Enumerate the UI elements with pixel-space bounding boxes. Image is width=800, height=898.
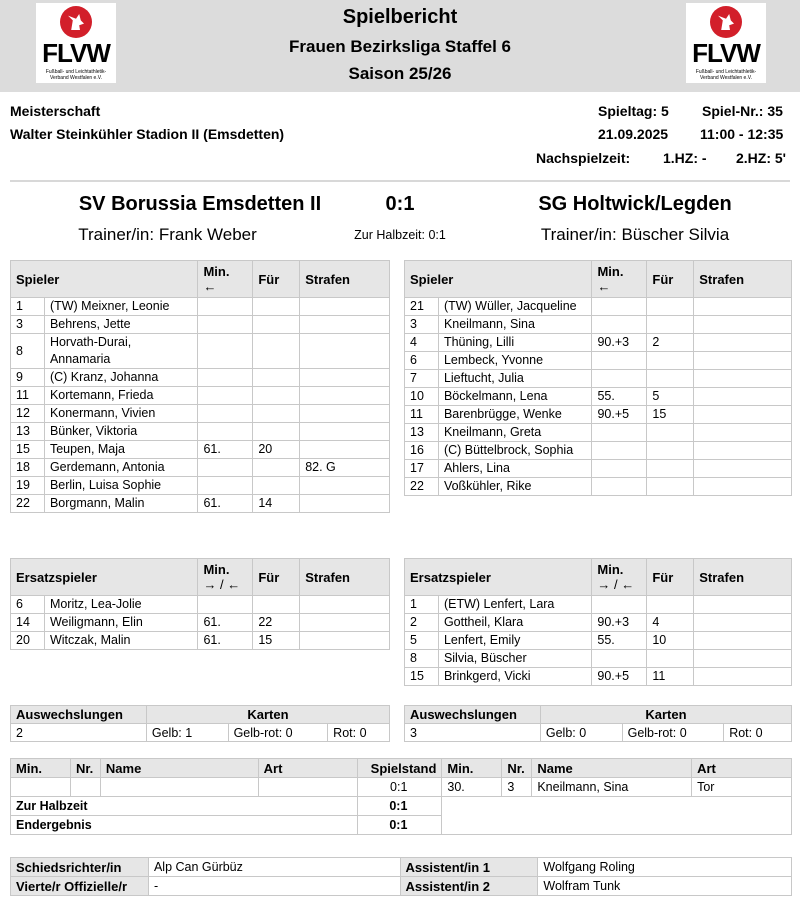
col-header-strafen: Strafen <box>300 261 390 298</box>
home-coach: Trainer/in: Frank Weber <box>78 225 257 244</box>
player-name: Kneilmann, Greta <box>438 424 592 442</box>
fourth-official-name: - <box>148 877 400 896</box>
player-min <box>198 369 253 387</box>
player-row <box>11 441 390 459</box>
player-row <box>11 369 390 387</box>
player-number: 18 <box>11 459 45 477</box>
player-min <box>592 370 647 388</box>
logo-subtext: Fußball- und Leichtathletik-Verband Westfalen e.V. <box>45 69 107 81</box>
player-for: 15 <box>253 632 300 650</box>
player-name: Bünker, Viktoria <box>44 423 198 441</box>
player-min <box>592 424 647 442</box>
player-name: (C) Kranz, Johanna <box>44 369 198 387</box>
player-min <box>198 423 253 441</box>
player-penalty <box>300 334 390 369</box>
fourth-official-label: Vierte/r Offizielle/r <box>11 877 149 896</box>
player-for <box>253 387 300 405</box>
home-team: SV Borussia Emsdetten II <box>78 193 322 215</box>
player-penalty <box>300 632 390 650</box>
player-for <box>253 316 300 334</box>
home-subs-table <box>10 558 390 650</box>
player-name: Moritz, Lea-Jolie <box>44 596 198 614</box>
player-min: 90.+5 <box>592 668 647 686</box>
player-name: Lenfert, Emily <box>438 632 591 650</box>
match-number: Spiel-Nr.: 35 <box>702 103 783 119</box>
player-number: 22 <box>405 478 439 496</box>
player-min: 61. <box>198 495 253 513</box>
col-header-fuer: Für <box>253 559 300 596</box>
player-number: 15 <box>11 441 45 459</box>
player-name: Witczak, Malin <box>44 632 198 650</box>
assistant1-label: Assistent/in 1 <box>400 858 538 877</box>
player-number: 21 <box>405 298 439 316</box>
away-yellow-red: Gelb-rot: 0 <box>622 724 724 742</box>
player-for: 2 <box>647 334 694 352</box>
player-name: Berlin, Luisa Sophie <box>44 477 198 495</box>
player-number: 5 <box>405 632 439 650</box>
player-for <box>647 370 694 388</box>
player-min: 90.+5 <box>592 406 647 424</box>
ev-home-min <box>11 778 71 797</box>
player-number: 4 <box>405 334 439 352</box>
col-header-strafen: Strafen <box>694 559 792 596</box>
player-penalty <box>694 316 792 334</box>
player-row <box>11 632 390 650</box>
player-min <box>198 387 253 405</box>
player-for <box>253 334 300 369</box>
player-penalty <box>694 460 792 478</box>
halftime-score: Zur Halbzeit: 0:1 <box>354 228 446 242</box>
player-for <box>253 459 300 477</box>
player-number: 20 <box>11 632 45 650</box>
summary-header-cards: Karten <box>146 706 389 724</box>
player-min: 61. <box>198 441 253 459</box>
player-penalty <box>300 614 390 632</box>
horse-icon <box>60 6 92 38</box>
away-team: SG Holtwick/Legden <box>538 193 732 215</box>
player-min <box>198 334 253 369</box>
player-number: 19 <box>11 477 45 495</box>
player-min <box>592 316 647 334</box>
logo-subtext: Fußball- und Leichtathletik-Verband Westfalen e.V. <box>695 69 757 81</box>
player-row <box>405 352 792 370</box>
player-number: 17 <box>405 460 439 478</box>
ev-header-score: Spielstand <box>358 759 442 778</box>
summary-header-subs: Auswechslungen <box>11 706 147 724</box>
player-for: 4 <box>647 614 694 632</box>
col-header-subs: Ersatzspieler <box>11 559 198 596</box>
player-name: (C) Büttelbrock, Sophia <box>438 442 592 460</box>
stoppage-second-half: 2.HZ: 5' <box>736 150 787 166</box>
player-penalty <box>694 370 792 388</box>
player-min <box>198 316 253 334</box>
player-row <box>405 388 792 406</box>
player-name: Ahlers, Lina <box>438 460 592 478</box>
player-number: 13 <box>11 423 45 441</box>
stoppage-label: Nachspielzeit: <box>536 150 631 166</box>
col-header-fuer: Für <box>253 261 300 298</box>
player-row <box>405 298 792 316</box>
player-number: 9 <box>11 369 45 387</box>
player-for <box>647 478 694 496</box>
player-for <box>253 423 300 441</box>
player-number: 1 <box>405 596 439 614</box>
col-header-subs: Ersatzspieler <box>405 559 592 596</box>
player-min: 55. <box>592 632 647 650</box>
player-penalty <box>300 441 390 459</box>
player-row <box>405 478 792 496</box>
player-for <box>253 298 300 316</box>
away-subs-table <box>404 558 792 686</box>
assistant2-name: Wolfram Tunk <box>538 877 792 896</box>
ev-header-name: Name <box>100 759 258 778</box>
player-penalty <box>300 405 390 423</box>
player-number: 16 <box>405 442 439 460</box>
player-number: 1 <box>11 298 45 316</box>
player-penalty <box>300 387 390 405</box>
player-for <box>647 596 694 614</box>
player-row <box>405 460 792 478</box>
player-penalty <box>694 298 792 316</box>
player-row <box>405 668 792 686</box>
player-row <box>11 477 390 495</box>
home-yellow: Gelb: 1 <box>146 724 228 742</box>
ev-home-art <box>258 778 358 797</box>
player-min <box>592 460 647 478</box>
player-row <box>11 495 390 513</box>
events-table <box>10 758 792 835</box>
ev-away-name: Kneilmann, Sina <box>532 778 692 797</box>
player-row <box>405 316 792 334</box>
player-row <box>11 423 390 441</box>
ev-header-art: Art <box>692 759 792 778</box>
player-name: Brinkgerd, Vicki <box>438 668 591 686</box>
player-number: 8 <box>11 334 45 369</box>
assistant2-label: Assistent/in 2 <box>400 877 538 896</box>
ev-away-nr: 3 <box>502 778 532 797</box>
player-penalty <box>694 388 792 406</box>
assistant1-name: Wolfgang Roling <box>538 858 792 877</box>
away-red: Rot: 0 <box>724 724 792 742</box>
player-penalty <box>694 352 792 370</box>
summary-header-cards: Karten <box>540 706 791 724</box>
summary-header-subs: Auswechslungen <box>405 706 541 724</box>
matchday: Spieltag: 5 <box>598 103 669 119</box>
player-name: Konermann, Vivien <box>44 405 198 423</box>
player-number: 15 <box>405 668 439 686</box>
player-min <box>592 478 647 496</box>
player-number: 11 <box>11 387 45 405</box>
player-number: 6 <box>11 596 45 614</box>
col-header-min: Min. → / ← <box>592 559 647 596</box>
player-penalty <box>300 477 390 495</box>
col-header-fuer: Für <box>647 559 694 596</box>
player-name: (TW) Wüller, Jacqueline <box>438 298 592 316</box>
ev-home-name <box>100 778 258 797</box>
player-for: 20 <box>253 441 300 459</box>
player-row <box>11 614 390 632</box>
ev-away-art: Tor <box>692 778 792 797</box>
divider <box>10 180 790 182</box>
competition: Meisterschaft <box>10 103 101 119</box>
player-row <box>11 596 390 614</box>
player-penalty <box>694 668 792 686</box>
player-penalty <box>694 334 792 352</box>
player-row <box>405 334 792 352</box>
col-header-min: Min. ← <box>592 261 647 298</box>
player-name: (ETW) Lenfert, Lara <box>438 596 591 614</box>
ev-header-art: Art <box>258 759 358 778</box>
player-row <box>11 316 390 334</box>
home-yellow-red: Gelb-rot: 0 <box>228 724 328 742</box>
player-min <box>198 596 253 614</box>
away-summary-table <box>404 705 792 742</box>
col-header-player: Spieler <box>11 261 198 298</box>
player-penalty <box>300 596 390 614</box>
player-number: 2 <box>405 614 439 632</box>
player-min: 90.+3 <box>592 334 647 352</box>
player-for: 22 <box>253 614 300 632</box>
player-row <box>405 650 792 668</box>
venue: Walter Steinkühler Stadion II (Emsdetten) <box>10 126 285 142</box>
player-min <box>592 442 647 460</box>
away-sub-count: 3 <box>405 724 541 742</box>
match-time: 11:00 - 12:35 <box>700 126 784 142</box>
player-number: 3 <box>11 316 45 334</box>
player-penalty: 82. G <box>300 459 390 477</box>
player-name: Böckelmann, Lena <box>438 388 592 406</box>
final-result: 0:1 <box>358 816 442 835</box>
player-for: 14 <box>253 495 300 513</box>
away-players-table <box>404 260 792 496</box>
player-number: 7 <box>405 370 439 388</box>
player-number: 11 <box>405 406 439 424</box>
player-number: 14 <box>11 614 45 632</box>
player-number: 3 <box>405 316 439 334</box>
player-for: 11 <box>647 668 694 686</box>
page-title: Spielbericht <box>342 6 458 28</box>
player-row <box>11 298 390 316</box>
final-label: Endergebnis <box>11 816 358 835</box>
player-row <box>11 405 390 423</box>
col-header-min: Min. ← <box>198 261 253 298</box>
player-name: Kortemann, Frieda <box>44 387 198 405</box>
player-min: 61. <box>198 632 253 650</box>
player-name: Gerdemann, Antonia <box>44 459 198 477</box>
player-name: Horvath-Durai, Annamaria <box>44 334 198 369</box>
away-coach: Trainer/in: Büscher Silvia <box>540 225 730 244</box>
player-penalty <box>694 424 792 442</box>
player-for <box>647 442 694 460</box>
ev-home-nr <box>70 778 100 797</box>
player-penalty <box>300 423 390 441</box>
home-summary-table <box>10 705 390 742</box>
player-min: 55. <box>592 388 647 406</box>
player-min: 90.+3 <box>592 614 647 632</box>
player-row <box>405 406 792 424</box>
home-players-table <box>10 260 390 513</box>
player-min <box>592 650 647 668</box>
player-for <box>253 405 300 423</box>
flvw-logo-right <box>686 3 766 83</box>
player-number: 12 <box>11 405 45 423</box>
player-for: 15 <box>647 406 694 424</box>
player-row <box>405 596 792 614</box>
officials-table <box>10 857 792 896</box>
player-penalty <box>300 369 390 387</box>
player-row <box>405 424 792 442</box>
player-name: Lembeck, Yvonne <box>438 352 592 370</box>
player-for: 10 <box>647 632 694 650</box>
player-for: 5 <box>647 388 694 406</box>
player-for <box>647 298 694 316</box>
col-header-fuer: Für <box>647 261 694 298</box>
ev-header-nr: Nr. <box>70 759 100 778</box>
player-min <box>592 596 647 614</box>
col-header-player: Spieler <box>405 261 592 298</box>
player-penalty <box>300 316 390 334</box>
player-min <box>198 405 253 423</box>
player-number: 13 <box>405 424 439 442</box>
ev-score: 0:1 <box>358 778 442 797</box>
player-name: Behrens, Jette <box>44 316 198 334</box>
col-header-strafen: Strafen <box>694 261 792 298</box>
player-min <box>198 477 253 495</box>
ev-header-min: Min. <box>442 759 502 778</box>
away-yellow: Gelb: 0 <box>540 724 622 742</box>
player-min: 61. <box>198 614 253 632</box>
player-row <box>405 370 792 388</box>
halftime-label: Zur Halbzeit <box>11 797 358 816</box>
stoppage-first-half: 1.HZ: - <box>663 150 707 166</box>
player-number: 22 <box>11 495 45 513</box>
player-penalty <box>694 478 792 496</box>
col-header-strafen: Strafen <box>300 559 390 596</box>
player-penalty <box>300 495 390 513</box>
ev-header-name: Name <box>532 759 692 778</box>
player-name: (TW) Meixner, Leonie <box>44 298 198 316</box>
ev-away-min: 30. <box>442 778 502 797</box>
player-for <box>647 650 694 668</box>
home-red: Rot: 0 <box>328 724 390 742</box>
player-name: Barenbrügge, Wenke <box>438 406 592 424</box>
logo-text: FLVW <box>42 38 110 68</box>
player-name: Thüning, Lilli <box>438 334 592 352</box>
player-for <box>253 477 300 495</box>
player-min <box>198 298 253 316</box>
player-penalty <box>694 406 792 424</box>
player-name: Teupen, Maja <box>44 441 198 459</box>
ev-header-min: Min. <box>11 759 71 778</box>
player-number: 8 <box>405 650 439 668</box>
player-row <box>405 632 792 650</box>
player-row <box>11 334 390 369</box>
ev-header-nr: Nr. <box>502 759 532 778</box>
logo-text: FLVW <box>692 38 760 68</box>
score: 0:1 <box>385 193 415 215</box>
player-for <box>253 369 300 387</box>
player-penalty <box>694 614 792 632</box>
player-for <box>647 316 694 334</box>
referee-name: Alp Can Gürbüz <box>148 858 400 877</box>
player-name: Gottheil, Klara <box>438 614 591 632</box>
player-penalty <box>694 442 792 460</box>
player-for <box>253 596 300 614</box>
home-sub-count: 2 <box>11 724 147 742</box>
player-row <box>405 614 792 632</box>
player-number: 6 <box>405 352 439 370</box>
player-name: Voßkühler, Rike <box>438 478 592 496</box>
player-name: Lieftucht, Julia <box>438 370 592 388</box>
player-for <box>647 352 694 370</box>
player-row <box>11 387 390 405</box>
col-header-min: Min. → / ← <box>198 559 253 596</box>
player-penalty <box>694 632 792 650</box>
season: Saison 25/26 <box>348 64 452 83</box>
player-row <box>405 442 792 460</box>
player-penalty <box>694 650 792 668</box>
player-min <box>198 459 253 477</box>
match-date: 21.09.2025 <box>598 126 669 142</box>
player-name: Borgmann, Malin <box>44 495 198 513</box>
player-row <box>11 459 390 477</box>
header-band <box>0 0 800 92</box>
player-min <box>592 352 647 370</box>
player-penalty <box>300 298 390 316</box>
referee-label: Schiedsrichter/in <box>11 858 149 877</box>
halftime-result: 0:1 <box>358 797 442 816</box>
player-name: Kneilmann, Sina <box>438 316 592 334</box>
player-penalty <box>694 596 792 614</box>
flvw-logo-left <box>36 3 116 83</box>
player-for <box>647 460 694 478</box>
player-number: 10 <box>405 388 439 406</box>
player-name: Silvia, Büscher <box>438 650 591 668</box>
player-for <box>647 424 694 442</box>
horse-icon <box>710 6 742 38</box>
player-min <box>592 298 647 316</box>
league-name: Frauen Bezirksliga Staffel 6 <box>288 37 512 56</box>
player-name: Weiligmann, Elin <box>44 614 198 632</box>
